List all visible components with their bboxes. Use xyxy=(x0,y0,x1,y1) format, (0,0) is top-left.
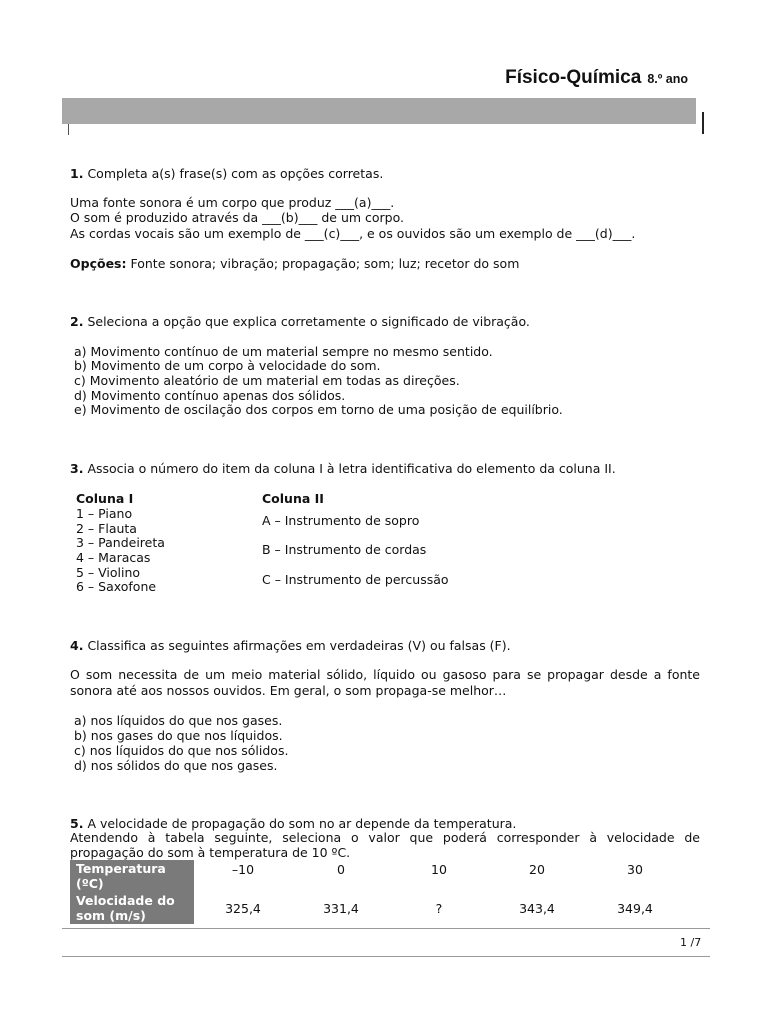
table-cell: 10 xyxy=(431,862,447,877)
q4-prompt xyxy=(70,638,511,653)
q2-number: 2. xyxy=(70,314,84,329)
header-bar xyxy=(62,98,696,124)
table-row-header-speed: Velocidade do som (m/s) xyxy=(70,892,194,924)
q3-number: 3. xyxy=(70,461,84,476)
q4-number: 4. xyxy=(70,638,84,653)
q3-prompt xyxy=(70,461,616,476)
table-cell: 349,4 xyxy=(617,900,653,916)
q2-option-c: c) Movimento aleatório de um material em todas as direções. xyxy=(74,373,460,388)
q1-sentence-b: O som é produzido através da ___(b)___ de um corpo. xyxy=(70,210,405,225)
q2-prompt-text: Seleciona a opção que explica corretamente o significado de vibração. xyxy=(87,314,530,329)
q3-column-1-item: 4 – Maracas xyxy=(76,550,151,565)
q3-column-1-item: 6 – Saxofone xyxy=(76,579,157,594)
q3-column-2-item: B – Instrumento de cordas xyxy=(262,542,427,557)
q1-sentence-a: Uma fonte sonora é um corpo que produz ___(a)___. xyxy=(70,195,395,210)
table-cell: 343,4 xyxy=(519,900,555,916)
page-number: 1 /7 xyxy=(680,936,702,949)
table-cell: 30 xyxy=(627,862,643,877)
q3-column-1-item: 5 – Violino xyxy=(76,565,141,580)
q3-prompt-text: Associa o número do item da coluna I à letra identificativa do elemento da coluna II. xyxy=(87,461,616,476)
q5-paragraph: Atendendo à tabela seguinte, seleciona o valor que poderá corresponder à velocidade de propagação do som à temperatura de 10 ºC. xyxy=(70,830,700,860)
q3-column-1-item: 1 – Piano xyxy=(76,506,133,521)
q4-paragraph: O som necessita de um meio material sólido, líquido ou gasoso para se propagar desde a fonte sonora até aos nossos ouvidos. Em geral, o som propaga-se melhor… xyxy=(70,667,700,698)
q4-option-a: a) nos líquidos do que nos gases. xyxy=(74,713,283,728)
q3-column-1-title: Coluna I xyxy=(76,491,134,506)
table-cell: 325,4 xyxy=(225,900,261,916)
q4-prompt-text: Classifica as seguintes afirmações em verdadeiras (V) ou falsas (F). xyxy=(87,638,511,653)
q1-options-label: Opções: xyxy=(70,256,127,271)
table-cell: 0 xyxy=(337,862,345,877)
q1-prompt xyxy=(70,166,383,181)
q1-sentence-cd: As cordas vocais são um exemplo de ___(c)___, e os ouvidos são um exemplo de ___(d)___. xyxy=(70,226,636,241)
table-row xyxy=(70,860,684,892)
q5-prompt-text: A velocidade de propagação do som no ar depende da temperatura. xyxy=(87,816,517,831)
table-row-header-temperature: Temperatura (ºC) xyxy=(70,860,194,892)
header-tick-right xyxy=(702,112,704,134)
table-row xyxy=(70,892,684,924)
q2-prompt xyxy=(70,314,530,329)
q1-options xyxy=(70,256,519,271)
document-title xyxy=(505,67,688,89)
q2-option-b: b) Movimento de um corpo à velocidade do som. xyxy=(74,358,381,373)
q2-option-d: d) Movimento contínuo apenas dos sólidos. xyxy=(74,388,346,403)
q1-number: 1. xyxy=(70,166,84,181)
q1-options-text: Fonte sonora; vibração; propagação; som; luz; recetor do som xyxy=(130,256,520,271)
q4-option-b: b) nos gases do que nos líquidos. xyxy=(74,728,283,743)
q5-prompt xyxy=(70,816,516,831)
q2-option-e: e) Movimento de oscilação dos corpos em torno de uma posição de equilíbrio. xyxy=(74,402,563,417)
q4-option-c: c) nos líquidos do que nos sólidos. xyxy=(74,743,289,758)
subject-title: Físico-Química xyxy=(505,67,642,88)
q3-column-1-item: 2 – Flauta xyxy=(76,521,137,536)
q2-option-a: a) Movimento contínuo de um material sempre no mesmo sentido. xyxy=(74,344,493,359)
q3-column-2-item: C – Instrumento de percussão xyxy=(262,572,449,587)
grade-label: 8.º ano xyxy=(647,72,688,86)
footer-rule-bottom xyxy=(62,956,710,957)
q4-option-d: d) nos sólidos do que nos gases. xyxy=(74,758,278,773)
q1-prompt-text: Completa a(s) frase(s) com as opções corretas. xyxy=(87,166,384,181)
table-cell: –10 xyxy=(231,862,255,877)
table-cell: 331,4 xyxy=(323,900,359,916)
q3-column-2-title: Coluna II xyxy=(262,491,324,506)
q5-number: 5. xyxy=(70,816,84,831)
q3-column-1-item: 3 – Pandeireta xyxy=(76,535,165,550)
table-cell: 20 xyxy=(529,862,545,877)
q3-column-2-item: A – Instrumento de sopro xyxy=(262,513,420,528)
header-tick-left xyxy=(68,124,69,135)
footer-rule-top xyxy=(62,928,710,929)
table-cell: ? xyxy=(435,900,443,916)
temperature-speed-table xyxy=(70,860,684,924)
